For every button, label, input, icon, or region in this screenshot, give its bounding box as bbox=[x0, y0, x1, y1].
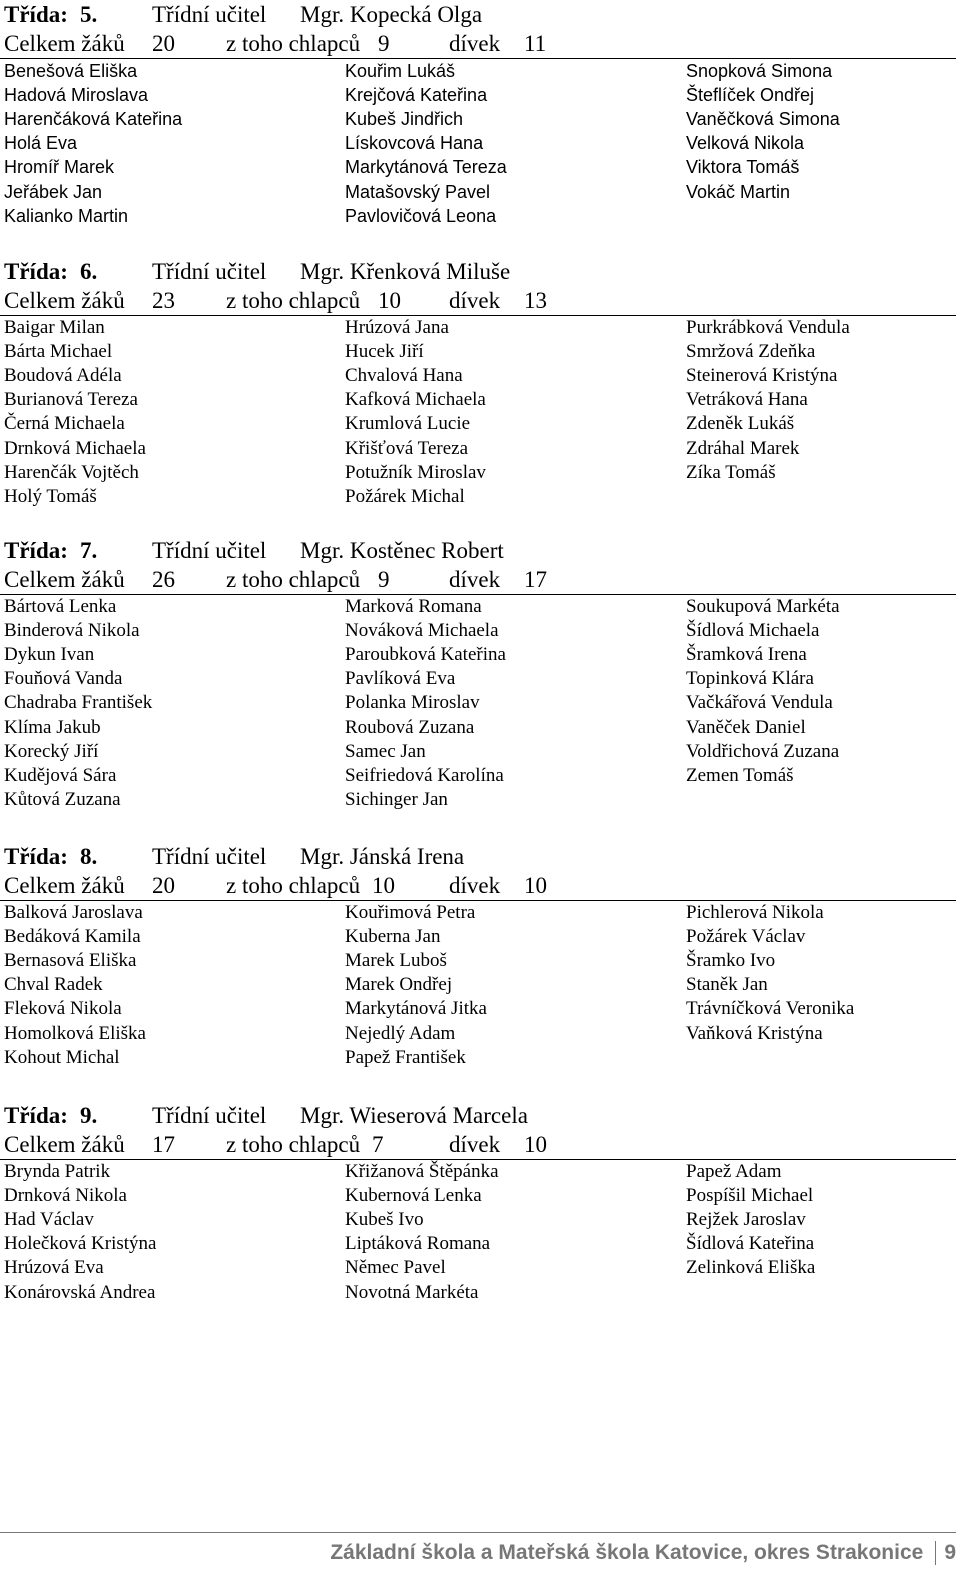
girls-count: 10 bbox=[524, 1132, 547, 1157]
student-name: Purkrábková Vendula bbox=[686, 317, 850, 338]
footer-school-name: Základní škola a Mateřská škola Katovice, okres Strakonice bbox=[330, 1541, 924, 1564]
student-name: Vokáč Martin bbox=[686, 181, 791, 202]
class-header bbox=[0, 0, 960, 29]
student-name: Drnková Nikola bbox=[4, 1185, 127, 1207]
student-name: Bártová Lenka bbox=[4, 596, 117, 617]
girls-count: 17 bbox=[524, 567, 547, 592]
class-label: Třída: bbox=[4, 1103, 68, 1128]
total-count: 20 bbox=[152, 873, 175, 898]
student-name: Požárek Michal bbox=[345, 485, 465, 507]
student-name: Bernasová Eliška bbox=[4, 950, 137, 972]
student-name: Kubeš Jindřich bbox=[345, 109, 464, 130]
teacher-label: Třídní učitel bbox=[152, 538, 267, 563]
student-name: Viktora Tomáš bbox=[686, 157, 800, 178]
class-label: Třída: bbox=[4, 538, 68, 563]
class-grade: 7. bbox=[80, 538, 98, 563]
student-name: Fouňová Vanda bbox=[4, 668, 123, 690]
teacher-label: Třídní učitel bbox=[152, 2, 267, 27]
student-name: Potužník Miroslav bbox=[345, 461, 486, 483]
student-name: Chvalová Hana bbox=[345, 365, 463, 387]
teacher-label: Třídní učitel bbox=[152, 1103, 267, 1128]
student-name: Holečková Kristýna bbox=[4, 1233, 157, 1255]
student-name: Zemen Tomáš bbox=[686, 764, 794, 786]
student-name: Marek Luboš bbox=[345, 950, 447, 972]
student-name: Kuberna Jan bbox=[345, 926, 441, 948]
student-name: Křišťová Tereza bbox=[345, 437, 469, 459]
total-label: Celkem žáků bbox=[4, 31, 125, 56]
class-totals bbox=[0, 565, 960, 594]
student-name: Polanka Miroslav bbox=[345, 692, 480, 714]
class-grade: 9. bbox=[80, 1103, 98, 1128]
student-name: Kohout Michal bbox=[4, 1046, 120, 1068]
student-name: Markytánová Jitka bbox=[345, 998, 487, 1020]
student-name: Hucek Jiří bbox=[345, 341, 424, 363]
boys-label: z toho chlapců bbox=[226, 567, 361, 592]
student-name: Pavlíková Eva bbox=[345, 668, 456, 690]
student-name: Zdeněk Lukáš bbox=[686, 413, 795, 435]
student-name: Homolková Eliška bbox=[4, 1022, 146, 1044]
class-section bbox=[0, 257, 960, 507]
student-name: Harenčáková Kateřina bbox=[4, 109, 183, 130]
student-name: Steinerová Kristýna bbox=[686, 365, 838, 387]
student-name: Roubová Zuzana bbox=[345, 716, 475, 738]
student-name: Hrúzová Jana bbox=[345, 317, 449, 338]
class-totals bbox=[0, 29, 960, 58]
student-name: Liptáková Romana bbox=[345, 1233, 491, 1255]
student-name: Krejčová Kateřina bbox=[345, 85, 488, 106]
teacher-name: Mgr. Jánská Irena bbox=[300, 844, 465, 869]
boys-label: z toho chlapců bbox=[226, 1132, 361, 1157]
student-name: Drnková Michaela bbox=[4, 437, 146, 459]
student-name: Požárek Václav bbox=[686, 926, 806, 948]
student-name: Šteflíček Ondřej bbox=[686, 85, 815, 106]
student-name: Konárovská Andrea bbox=[4, 1281, 156, 1303]
total-count: 17 bbox=[152, 1132, 175, 1157]
student-name: Bedáková Kamila bbox=[4, 926, 141, 948]
boys-label: z toho chlapců bbox=[226, 873, 361, 898]
student-name: Seifriedová Karolína bbox=[345, 764, 504, 786]
student-name: Snopková Simona bbox=[686, 61, 833, 81]
student-name: Voldřichová Zuzana bbox=[686, 740, 840, 762]
student-name: Korecký Jiří bbox=[4, 740, 99, 762]
girls-label: dívek bbox=[449, 873, 501, 898]
student-name: Sichinger Jan bbox=[345, 788, 448, 810]
student-name: Jeřábek Jan bbox=[4, 181, 103, 202]
student-name: Zelinková Eliška bbox=[686, 1257, 816, 1279]
total-label: Celkem žáků bbox=[4, 873, 125, 898]
student-name: Balková Jaroslava bbox=[4, 902, 143, 923]
student-name: Marek Ondřej bbox=[345, 974, 453, 996]
student-name: Velková Nikola bbox=[686, 133, 805, 154]
boys-count: 7 bbox=[372, 1132, 384, 1157]
teacher-label: Třídní učitel bbox=[152, 259, 267, 284]
class-grade: 5. bbox=[80, 2, 98, 27]
student-name: Benešová Eliška bbox=[4, 61, 138, 81]
class-label: Třída: bbox=[4, 844, 68, 869]
student-name: Rejžek Jaroslav bbox=[686, 1209, 806, 1231]
class-label: Třída: bbox=[4, 2, 68, 27]
student-name: Zíka Tomáš bbox=[686, 461, 776, 483]
student-name: Černá Michaela bbox=[4, 413, 125, 435]
student-name: Kůtová Zuzana bbox=[4, 788, 121, 810]
teacher-name: Mgr. Kostěnec Robert bbox=[300, 538, 504, 563]
student-name: Chadraba František bbox=[4, 692, 153, 714]
student-name: Kubernová Lenka bbox=[345, 1185, 482, 1207]
teacher-label: Třídní učitel bbox=[152, 844, 267, 869]
student-name: Šídlová Michaela bbox=[686, 620, 820, 642]
student-name: Pichlerová Nikola bbox=[686, 902, 824, 923]
class-section bbox=[0, 536, 960, 810]
student-name: Soukupová Markéta bbox=[686, 596, 840, 617]
student-name: Zdráhal Marek bbox=[686, 437, 800, 459]
girls-count: 11 bbox=[524, 31, 547, 56]
student-name: Paroubková Kateřina bbox=[345, 644, 506, 666]
class-grade: 6. bbox=[80, 259, 98, 284]
student-name: Němec Pavel bbox=[345, 1257, 446, 1279]
student-name: Boudová Adéla bbox=[4, 365, 122, 387]
student-name: Smržová Zdeňka bbox=[686, 341, 816, 363]
student-name: Dykun Ivan bbox=[4, 644, 95, 666]
class-totals bbox=[0, 871, 960, 900]
student-name: Kalianko Martin bbox=[4, 205, 129, 226]
student-name: Fleková Nikola bbox=[4, 998, 122, 1020]
teacher-name: Mgr. Wieserová Marcela bbox=[300, 1103, 528, 1128]
class-label: Třída: bbox=[4, 259, 68, 284]
total-count: 23 bbox=[152, 288, 175, 313]
student-name: Šídlová Kateřina bbox=[686, 1233, 815, 1255]
student-name: Marková Romana bbox=[345, 596, 482, 617]
class-section bbox=[0, 842, 960, 1068]
total-label: Celkem žáků bbox=[4, 1132, 125, 1157]
class-totals bbox=[0, 286, 960, 315]
boys-label: z toho chlapců bbox=[226, 31, 361, 56]
student-name: Kafková Michaela bbox=[345, 389, 486, 411]
student-name: Klíma Jakub bbox=[4, 716, 101, 738]
student-name: Samec Jan bbox=[345, 740, 426, 762]
boys-count: 9 bbox=[378, 567, 390, 592]
class-totals bbox=[0, 1130, 960, 1159]
student-name: Brynda Patrik bbox=[4, 1161, 111, 1182]
student-name: Kubeš Ivo bbox=[345, 1209, 424, 1231]
class-header bbox=[0, 842, 960, 871]
student-name: Šramková Irena bbox=[686, 644, 807, 666]
class-header bbox=[0, 1101, 960, 1130]
student-name: Hromíř Marek bbox=[4, 157, 115, 178]
page-footer bbox=[0, 1532, 956, 1574]
student-name: Bárta Michael bbox=[4, 341, 113, 363]
class-section bbox=[0, 1101, 960, 1303]
boys-count: 9 bbox=[378, 31, 390, 56]
student-name: Vačkářová Vendula bbox=[686, 692, 833, 714]
teacher-name: Mgr. Kopecká Olga bbox=[300, 2, 483, 27]
total-label: Celkem žáků bbox=[4, 288, 125, 313]
boys-count: 10 bbox=[378, 288, 401, 313]
footer-separator bbox=[935, 1541, 936, 1565]
student-name: Papež František bbox=[345, 1046, 466, 1068]
student-name: Novotná Markéta bbox=[345, 1281, 479, 1303]
student-name: Lískovcová Hana bbox=[345, 133, 484, 154]
total-label: Celkem žáků bbox=[4, 567, 125, 592]
girls-count: 10 bbox=[524, 873, 547, 898]
student-name: Kouřimová Petra bbox=[345, 902, 476, 923]
student-name: Vaněčková Simona bbox=[686, 109, 840, 130]
girls-count: 13 bbox=[524, 288, 547, 313]
student-name: Baigar Milan bbox=[4, 317, 105, 338]
girls-label: dívek bbox=[449, 567, 501, 592]
student-name: Kudějová Sára bbox=[4, 764, 117, 786]
student-name: Holá Eva bbox=[4, 133, 78, 154]
student-name: Hrúzová Eva bbox=[4, 1257, 104, 1279]
student-name: Vaněček Daniel bbox=[686, 716, 806, 738]
student-name: Papež Adam bbox=[686, 1161, 782, 1182]
student-name: Had Václav bbox=[4, 1209, 94, 1231]
footer-page-number: 9 bbox=[944, 1541, 956, 1564]
student-name: Krumlová Lucie bbox=[345, 413, 471, 435]
teacher-name: Mgr. Křenková Miluše bbox=[300, 259, 511, 284]
student-name: Markytánová Tereza bbox=[345, 157, 507, 178]
class-grade: 8. bbox=[80, 844, 98, 869]
student-name: Holý Tomáš bbox=[4, 485, 97, 507]
student-name: Vaňková Kristýna bbox=[686, 1022, 823, 1044]
student-name: Topinková Klára bbox=[686, 668, 814, 690]
girls-label: dívek bbox=[449, 1132, 501, 1157]
student-name: Křižanová Štěpánka bbox=[345, 1161, 499, 1182]
student-name: Kouřim Lukáš bbox=[345, 61, 456, 81]
student-name: Nováková Michaela bbox=[345, 620, 499, 642]
student-name: Harenčák Vojtěch bbox=[4, 461, 139, 483]
boys-count: 10 bbox=[372, 873, 395, 898]
student-name: Staněk Jan bbox=[686, 974, 768, 996]
student-name: Pospíšil Michael bbox=[686, 1185, 814, 1207]
total-count: 26 bbox=[152, 567, 175, 592]
student-name: Šramko Ivo bbox=[686, 950, 776, 972]
student-name: Binderová Nikola bbox=[4, 620, 140, 642]
student-name: Chval Radek bbox=[4, 974, 103, 996]
class-header bbox=[0, 536, 960, 565]
class-section bbox=[0, 0, 960, 226]
class-header bbox=[0, 257, 960, 286]
student-name: Hadová Miroslava bbox=[4, 85, 149, 106]
student-name: Vetráková Hana bbox=[686, 389, 808, 411]
student-name: Trávníčková Veronika bbox=[686, 998, 855, 1020]
total-count: 20 bbox=[152, 31, 175, 56]
student-name: Matašovský Pavel bbox=[345, 181, 491, 202]
girls-label: dívek bbox=[449, 288, 501, 313]
student-name: Burianová Tereza bbox=[4, 389, 138, 411]
student-name: Pavlovičová Leona bbox=[345, 205, 497, 226]
boys-label: z toho chlapců bbox=[226, 288, 361, 313]
student-name: Nejedlý Adam bbox=[345, 1022, 456, 1044]
girls-label: dívek bbox=[449, 31, 501, 56]
